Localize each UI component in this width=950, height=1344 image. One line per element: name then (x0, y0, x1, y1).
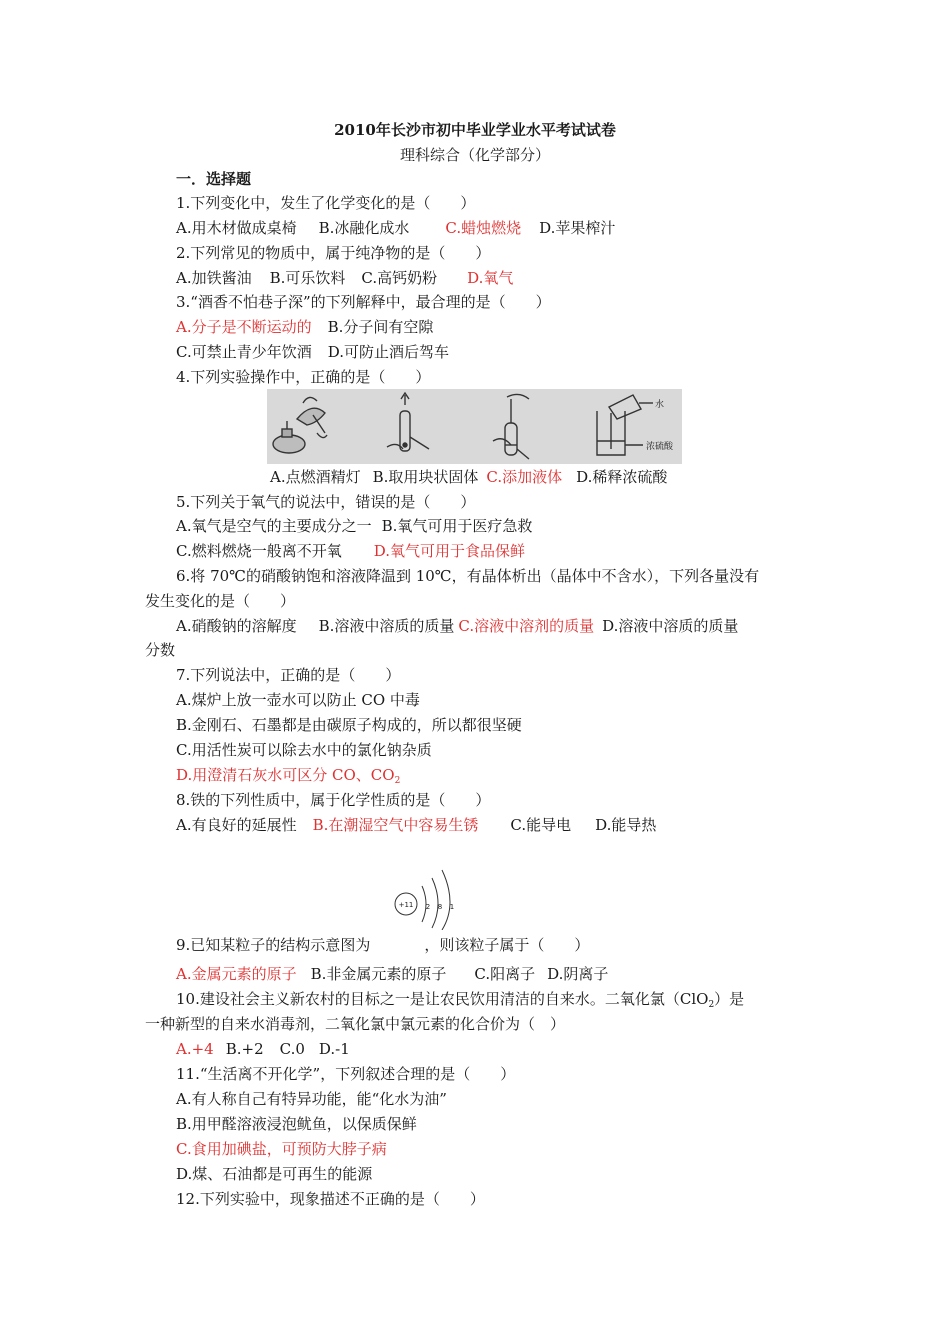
q1-option-d: D.苹果榨汁 (539, 219, 616, 237)
q9-options (176, 964, 608, 984)
q4-option-a: A.点燃酒精灯 (270, 468, 361, 486)
q10-options (176, 1039, 350, 1059)
q5-stem: 5.下列关于氧气的说法中，错误的是（ ） (176, 493, 476, 511)
q3-stem: 3.“酒香不怕巷子深”的下列解释中，最合理的是（ ） (176, 293, 551, 311)
q7-stem: 7.下列说法中，正确的是（ ） (176, 666, 401, 684)
q2-option-d-answer: D.氧气 (467, 269, 514, 287)
q9-stem (176, 935, 589, 955)
q3-option-b: B.分子间有空隙 (327, 318, 434, 336)
q3-options-cd (176, 342, 449, 362)
q11-option-a: A.有人称自己有特异功能，能“化水为油” (176, 1090, 447, 1108)
q5-options-cd (176, 541, 525, 561)
figure-background (267, 389, 682, 464)
q2-option-a: A.加铁酱油 (176, 269, 252, 287)
q10-option-d: D.-1 (318, 1040, 350, 1058)
q5-options-ab (176, 516, 532, 536)
q6-option-d: D.溶液中溶质的质量 (602, 617, 739, 635)
q7-option-a: A.煤炉上放一壶水可以防止 CO 中毒 (176, 691, 420, 709)
q1-option-c-answer: C.蜡烛燃烧 (445, 219, 522, 237)
q3-options-ab (176, 317, 433, 337)
q4-option-d: D.稀释浓硫酸 (576, 468, 668, 486)
q7-option-d-text: D.用澄清石灰水可区分 CO、CO (176, 766, 395, 784)
q11-option-c-answer: C.食用加碘盐，可预防大脖子病 (176, 1140, 387, 1158)
exam-subtitle: 理科综合（化学部分） (399, 146, 550, 164)
q2-option-b: B.可乐饮料 (269, 269, 346, 287)
q4-stem: 4.下列实验操作中，正确的是（ ） (176, 368, 431, 386)
q4-figure-label-acid: 浓硫酸 (646, 442, 674, 452)
q10-option-c: C.0 (279, 1040, 305, 1058)
q1-stem: 1.下列变化中，发生了化学变化的是（ ） (176, 194, 476, 212)
q4-experiment-figure (267, 389, 682, 464)
q8-stem: 8.铁的下列性质中，属于化学性质的是（ ） (176, 791, 491, 809)
q11-option-d: D.煤、石油都是可再生的能源 (176, 1165, 373, 1183)
q2-stem: 2.下列常见的物质中，属于纯净物的是（ ） (176, 244, 491, 262)
electron-shell-3 (442, 870, 450, 930)
q9-stem-before: 9.已知某粒子的结构示意图为 (176, 936, 371, 954)
q7-option-b: B.金刚石、石墨都是由碳原子构成的，所以都很坚硬 (176, 716, 522, 734)
shell-2-electrons: 8 (437, 903, 443, 911)
q10-stem-line2: 一种新型的自来水消毒剂，二氧化氯中氯元素的化合价为（ ） (145, 1015, 566, 1033)
q6-option-b: B.溶液中溶质的质量 (318, 617, 455, 635)
q6-option-a: A.硝酸钠的溶解度 (176, 617, 297, 635)
q5-option-b: B.氧气可用于医疗急救 (381, 517, 533, 535)
q10-stem-subscript: 2 (708, 1000, 715, 1010)
nucleus-charge: +11 (398, 901, 414, 909)
q3-option-c: C.可禁止青少年饮酒 (176, 343, 312, 361)
q9-option-c: C.阳离子 (474, 965, 536, 983)
q6-options (176, 616, 738, 636)
q7-option-c: C.用活性炭可以除去水中的氯化钠杂质 (176, 741, 432, 759)
q1-options (176, 218, 615, 238)
q8-option-d: D.能导热 (595, 816, 657, 834)
q7-option-d-subscript: 2 (394, 776, 401, 786)
q3-option-d: D.可防止酒后驾车 (327, 343, 449, 361)
q9-atom-structure-diagram (390, 866, 470, 930)
q9-option-a-answer: A.金属元素的原子 (176, 965, 297, 983)
q6-option-c-answer: C.溶液中溶剂的质量 (458, 617, 595, 635)
q7-option-d-answer (176, 765, 400, 791)
q4-option-c-answer: C.添加液体 (486, 468, 563, 486)
q4-option-b: B.取用块状固体 (372, 468, 479, 486)
q2-options (176, 268, 513, 288)
q3-option-a-answer: A.分子是不断运动的 (176, 318, 312, 336)
q9-option-b: B.非金属元素的原子 (310, 965, 447, 983)
q5-option-a: A.氧气是空气的主要成分之一 (176, 517, 372, 535)
q8-options (176, 815, 656, 835)
q1-option-b: B.冰融化成水 (318, 219, 410, 237)
q8-option-b-answer: B.在潮湿空气中容易生锈 (312, 816, 479, 834)
q11-stem: 11.“生活离不开化学”，下列叙述合理的是（ ） (176, 1065, 516, 1083)
q6-option-d-continued: 分数 (145, 641, 176, 659)
q10-option-a-answer: A.+4 (176, 1040, 214, 1058)
q4-figure-label-water: 水 (655, 400, 665, 410)
shell-3-electrons: 1 (449, 903, 455, 911)
q5-option-c: C.燃料燃烧一般离不开氧 (176, 542, 342, 560)
q6-stem-line1: 6.将 70℃的硝酸钠饱和溶液降温到 10℃，有晶体析出（晶体中不含水），下列各量没有 (176, 567, 760, 585)
q6-stem-line2: 发生变化的是（ ） (145, 592, 296, 610)
q10-option-b: B.+2 (225, 1040, 264, 1058)
q11-option-b: B.用甲醛溶液浸泡鱿鱼，以保质保鲜 (176, 1115, 417, 1133)
q8-option-a: A.有良好的延展性 (176, 816, 297, 834)
q8-option-c: C.能导电 (510, 816, 572, 834)
q4-options (270, 467, 667, 487)
exam-title: 2010年长沙市初中毕业学业水平考试试卷 (334, 121, 616, 139)
q12-stem: 12.下列实验中，现象描述不正确的是（ ） (176, 1190, 485, 1208)
q10-stem-text: 10.建设社会主义新农村的目标之一是让农民饮用清洁的自来水。二氧化氯（ClO (176, 990, 709, 1008)
shell-1-electrons: 2 (425, 903, 431, 911)
q9-stem-after: ，则该粒子属于（ ） (424, 936, 590, 954)
q9-option-d: D.阴离子 (547, 965, 609, 983)
section-title: 一．选择题 (176, 170, 252, 188)
q10-stem-line1 (176, 989, 744, 1015)
q5-option-d-answer: D.氧气可用于食品保鲜 (373, 542, 525, 560)
q1-option-a: A.用木材做成桌椅 (176, 219, 297, 237)
q2-option-c: C.高钙奶粉 (361, 269, 438, 287)
q10-stem-tail: ）是 (714, 990, 745, 1008)
